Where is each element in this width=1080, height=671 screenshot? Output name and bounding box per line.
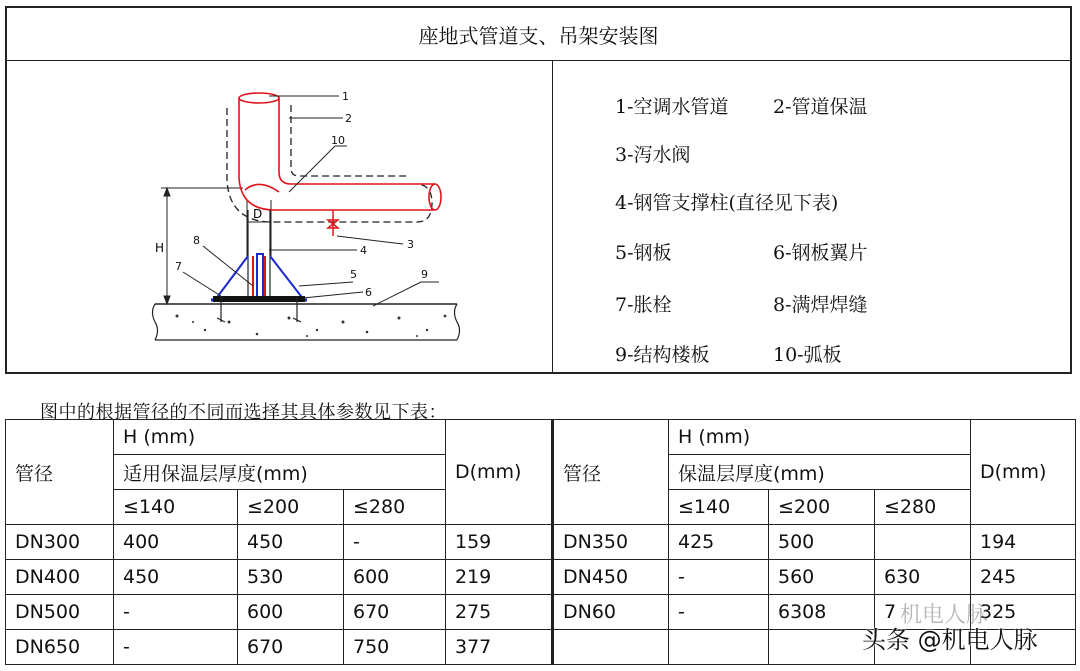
- legend-item-7: 7-胀栓: [615, 294, 672, 316]
- steel-plate-wings: [211, 254, 307, 300]
- table-row: [6, 525, 1076, 560]
- table-cell: DN300: [6, 525, 114, 560]
- table-cell: 425: [669, 525, 769, 560]
- table-cell: 245: [971, 560, 1076, 595]
- table-cell: DN350: [553, 525, 669, 560]
- legend-item-4: 4-钢管支撑柱(直径见下表): [615, 192, 839, 214]
- table-cell: 600: [238, 595, 344, 630]
- watermark-faint: 机电人脉: [900, 603, 989, 628]
- table-cell: 630: [875, 560, 971, 595]
- table-cell: 400: [114, 525, 238, 560]
- table-cell: 377: [446, 630, 553, 665]
- table-cell: 275: [446, 595, 553, 630]
- watermark: 头条 @机电人脉: [862, 626, 1038, 654]
- table-cell: 219: [446, 560, 553, 595]
- legend-item-1: 1-空调水管道: [615, 96, 729, 118]
- table-cell: 325: [971, 595, 1076, 630]
- table-cell: -: [114, 595, 238, 630]
- table-cell: [553, 630, 669, 665]
- callout-8: 8: [193, 234, 200, 247]
- callout-9: 9: [421, 268, 428, 281]
- table-note: 图中的根据管径的不同而选择其具体参数见下表：: [40, 402, 447, 423]
- table-cell: 600: [344, 560, 446, 595]
- table-cell: 6308: [769, 595, 875, 630]
- right-h-header: H (mm): [669, 420, 971, 455]
- table-cell: 670: [238, 630, 344, 665]
- d-dimension-label: D: [253, 207, 263, 221]
- table-cell: 159: [446, 525, 553, 560]
- right-thickness-280: ≤280: [875, 490, 971, 525]
- table-cell: 530: [238, 560, 344, 595]
- leader-lines: [183, 96, 439, 306]
- dimension-h: [161, 188, 243, 304]
- table-cell: DN450: [553, 560, 669, 595]
- legend-item-9: 9-结构楼板: [615, 344, 710, 366]
- legend-area: [553, 60, 1070, 372]
- callout-7: 7: [175, 260, 182, 273]
- table-cell: -: [669, 560, 769, 595]
- legend-item-8: 8-满焊焊缝: [773, 294, 868, 316]
- table-cell: 7: [875, 595, 971, 630]
- left-insulation-header: 适用保温层厚度(mm): [114, 455, 446, 490]
- table-cell: 750: [344, 630, 446, 665]
- legend-item-3: 3-泻水阀: [615, 144, 691, 166]
- callout-5: 5: [350, 268, 357, 281]
- callout-2: 2: [345, 112, 352, 125]
- callout-4: 4: [360, 244, 367, 257]
- h-dimension-label: H: [155, 241, 165, 255]
- table-cell: 560: [769, 560, 875, 595]
- left-thickness-280: ≤280: [344, 490, 446, 525]
- table-cell: 500: [769, 525, 875, 560]
- installation-figure-box: [5, 6, 1072, 374]
- table-cell: -: [669, 595, 769, 630]
- table-cell: -: [344, 525, 446, 560]
- right-insulation-header: 保温层厚度(mm): [669, 455, 971, 490]
- right-d-header: D(mm): [971, 420, 1076, 525]
- support-diagram: [7, 60, 552, 374]
- base-plate: [213, 296, 305, 302]
- right-pipe-header: 管径: [553, 420, 669, 525]
- table-cell: 450: [114, 560, 238, 595]
- table-cell: DN500: [6, 595, 114, 630]
- table-cell: [875, 525, 971, 560]
- left-pipe-header: 管径: [6, 420, 114, 525]
- callout-6: 6: [365, 286, 372, 299]
- legend-item-6: 6-钢板翼片: [773, 242, 868, 264]
- right-thickness-140: ≤140: [669, 490, 769, 525]
- legend-item-5: 5-钢板: [615, 242, 672, 264]
- figure-title: 座地式管道支、吊架安装图: [7, 8, 1070, 61]
- table-cell: 670: [344, 595, 446, 630]
- left-thickness-140: ≤140: [114, 490, 238, 525]
- drain-valve: [328, 210, 338, 236]
- legend-item-2: 2-管道保温: [773, 96, 868, 118]
- table-cell: DN650: [6, 630, 114, 665]
- table-cell: [669, 630, 769, 665]
- table-row: [6, 560, 1076, 595]
- table-cell: -: [114, 630, 238, 665]
- table-cell: [769, 630, 875, 665]
- callout-3: 3: [407, 238, 414, 251]
- legend-item-10: 10-弧板: [773, 344, 842, 366]
- table-cell: DN400: [6, 560, 114, 595]
- callout-10: 10: [331, 134, 345, 147]
- pipe-insulation: [227, 105, 432, 222]
- table-cell: 194: [971, 525, 1076, 560]
- left-thickness-200: ≤200: [238, 490, 344, 525]
- floor-slab: [153, 304, 460, 340]
- table-header-row-1: [6, 420, 1076, 455]
- right-thickness-200: ≤200: [769, 490, 875, 525]
- left-h-header: H (mm): [114, 420, 446, 455]
- table-cell: 450: [238, 525, 344, 560]
- callout-1: 1: [342, 90, 349, 103]
- left-d-header: D(mm): [446, 420, 553, 525]
- chilled-water-pipe: [239, 93, 441, 210]
- support-diagram-area: [7, 60, 553, 372]
- table-cell: DN60: [553, 595, 669, 630]
